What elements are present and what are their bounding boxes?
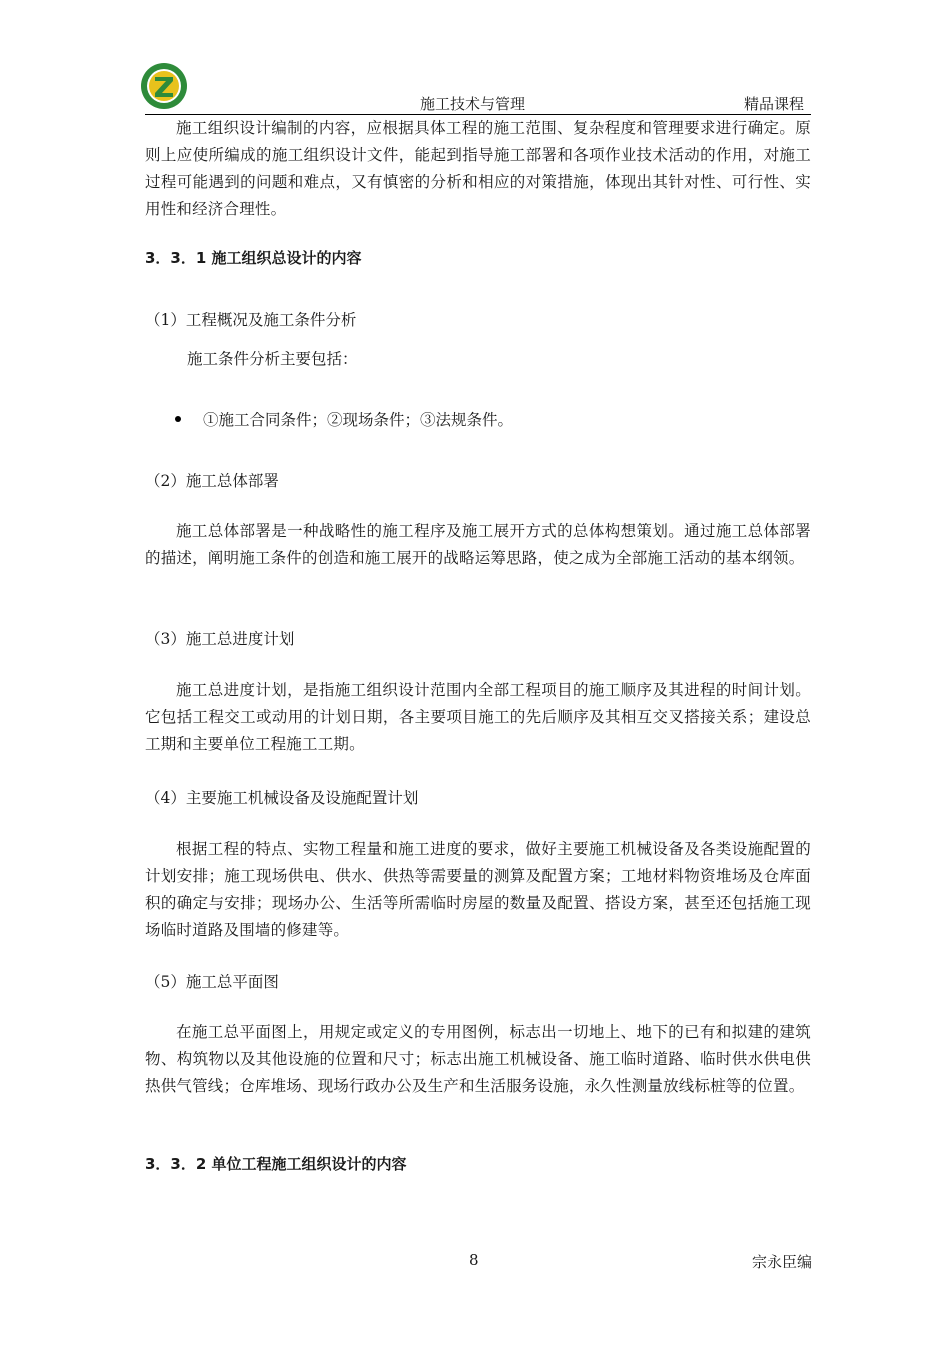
intro-paragraph: 施工组织设计编制的内容，应根据具体工程的施工范围、复杂程度和管理要求进行确定。原则上应使所编成的施工组织设计文件，能起到指导施工部署和各项作业技术活动的作用，对施工过程可能遇到的问题和难点，又有慎密的分析和相应的对策措施，体现出其针对性、可行性、实用性和经济合理性。 xyxy=(145,119,811,218)
item5-title: （5）施工总平面图 xyxy=(145,973,279,991)
header-course-type: 精品课程 xyxy=(744,95,805,113)
item2-body: 施工总体部署是一种战略性的施工程序及施工展开方式的总体构想策划。通过施工总体部署的描述，阐明施工条件的创造和施工展开的战略运筹思路，使之成为全部施工活动的基本纲领。 xyxy=(145,522,811,567)
item5-body: 在施工总平面图上，用规定或定义的专用图例，标志出一切地上、地下的已有和拟建的建筑物、构筑物以及其他设施的位置和尺寸；标志出施工机械设备、施工临时道路、临时供水供电供热供气管线；仓库堆场、现场行政办公及生产和生活服务设施，永久性测量放线标桩等的位置。 xyxy=(145,1023,811,1095)
item4-body: 根据工程的特点、实物工程量和施工进度的要求，做好主要施工机械设备及各类设施配置的计划安排；施工现场供电、供水、供热等需要量的测算及配置方案；工地材料物资堆场及仓库面积的确定与安排；现场办公、生活等所需临时房屋的数量及配置、搭设方案，甚至还包括施工现场临时道路及围墙的修建等。 xyxy=(145,840,811,939)
item1-bullet xyxy=(175,408,513,430)
item4-title: （4）主要施工机械设备及设施配置计划 xyxy=(145,789,419,807)
section-heading-3-3-2: 3．3．2 单位工程施工组织设计的内容 xyxy=(145,1155,407,1173)
course-logo-icon xyxy=(140,62,188,110)
footer-author: 宗永臣编 xyxy=(752,1253,813,1271)
item1-lead: 施工条件分析主要包括： xyxy=(187,350,358,368)
item3-body: 施工总进度计划，是指施工组织设计范围内全部工程项目的施工顺序及其进程的时间计划。它包括工程交工或动用的计划日期，各主要项目施工的先后顺序及其相互交叉搭接关系；建设总工期和主要单位工程施工工期。 xyxy=(145,681,811,753)
item3-title: （3）施工总进度计划 xyxy=(145,630,295,648)
page-number: 8 xyxy=(469,1251,479,1269)
item2-title: （2）施工总体部署 xyxy=(145,472,279,490)
section-heading-3-3-1: 3．3．1 施工组织总设计的内容 xyxy=(145,249,362,267)
bullet-icon xyxy=(175,416,181,422)
item1-bullet-text: ①施工合同条件；②现场条件；③法规条件。 xyxy=(203,411,514,429)
header-course-title: 施工技术与管理 xyxy=(420,95,526,113)
item1-title: （1）工程概况及施工条件分析 xyxy=(145,311,357,329)
